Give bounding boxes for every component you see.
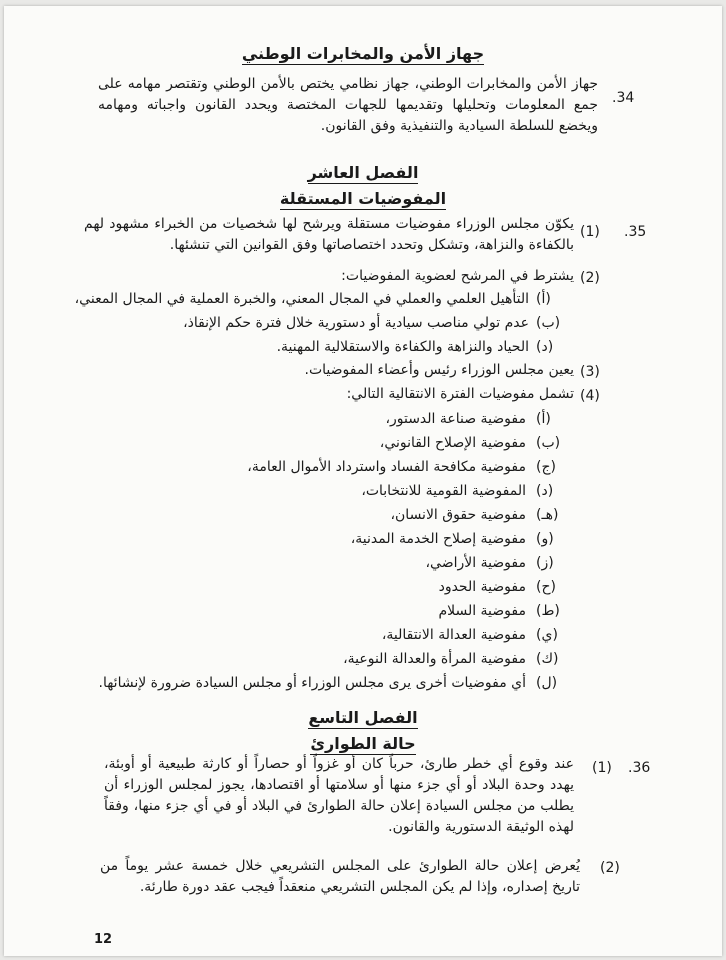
commission-item-text: مفوضية الإصلاح القانوني، (379, 435, 526, 451)
chapter-nine-heading: الفصل التاسع (308, 708, 418, 727)
emergency-clause-1-text: عند وقوع أي خطر طارئ، حرباً كان أو غزواً أو حصاراً أو كارثة طبيعية أو أوبئة، يهدد وحدة البلاد أو أي جزء منها أو سلامتها أو اقتصادها، يجوز لمجلس الوزراء أن يطلب من مجلس السيادة إعلان حالة الطوارئ في البلاد أو في أي جزء منها، وفقاً لهذه الوثيقة الدستورية والقانون. (104, 756, 574, 835)
commission-item-text: مفوضية العدالة الانتقالية، (381, 627, 526, 643)
commission-item-text: مفوضية حقوق الانسان، (390, 507, 526, 523)
commission-item-text: مفوضية صناعة الدستور، (385, 411, 526, 427)
commission-item-letter: (ي) (536, 627, 558, 643)
commission-item-letter: (د) (536, 483, 554, 499)
clause-2-item-letter: (أ) (536, 291, 551, 307)
commission-item-text: مفوضية الأراضي، (425, 555, 526, 571)
commission-item-text: مفوضية إصلاح الخدمة المدنية، (350, 531, 526, 547)
commission-item-letter: (ج) (536, 459, 556, 475)
commission-item-letter: (ز) (536, 555, 554, 571)
clause-4-number: (4) (580, 388, 600, 404)
commission-item-letter: (ب) (536, 435, 561, 451)
article-number-36: .36 (628, 760, 651, 776)
commission-item-letter: (أ) (536, 411, 551, 427)
commission-item-letter: (ك) (536, 651, 559, 667)
emergency-clause-1-number: (1) (592, 760, 612, 776)
commission-item-letter: (و) (536, 531, 554, 547)
clause-3-number: (3) (580, 364, 600, 380)
document-page (4, 6, 722, 956)
article-34-text: جهاز الأمن والمخابرات الوطني، جهاز نظامي يختص بالأمن الوطني وتقتصر مهامه على جمع المعلومات وتحليلها وتقديمها للجهات المختصة ويحدد القانون واجباته ومهامه ويخضع للسلطة السيادية والتنفيذية وفق القانون. (98, 76, 598, 134)
section-heading-security: جهاز الأمن والمخابرات الوطني (241, 44, 485, 63)
clause-2-item-text: التأهيل العلمي والعملي في المجال المعني، والخبرة العملية في المجال المعني، (74, 291, 529, 307)
clause-2-text: يشترط في المرشح لعضوية المفوضيات: (341, 268, 574, 284)
clause-2-item-letter: (ب) (536, 315, 561, 331)
emergency-clause-2-number: (2) (600, 860, 620, 876)
chapter-ten-heading: الفصل العاشر (307, 163, 419, 182)
commission-item-letter: (هـ) (536, 507, 559, 523)
commission-item-letter: (ط) (536, 603, 560, 619)
article-number-34: .34 (612, 90, 635, 106)
clause-3-text: يعين مجلس الوزراء رئيس وأعضاء المفوضيات. (304, 362, 574, 378)
clause-2-item-text: عدم تولي مناصب سيادية أو دستورية خلال فترة حكم الإنقاذ، (183, 315, 529, 331)
clause-2-item-letter: (د) (536, 339, 554, 355)
clause-1-number: (1) (580, 224, 600, 240)
clause-2-item-text: الحياد والنزاهة والكفاءة والاستقلالية المهنية. (276, 339, 529, 355)
commission-item-text: مفوضية السلام (438, 603, 526, 619)
clause-4-text: تشمل مفوضيات الفترة الانتقالية التالي: (346, 386, 574, 402)
commission-item-text: مفوضية المرأة والعدالة النوعية، (343, 651, 526, 667)
section-heading-commissions: المفوضيات المستقلة (279, 189, 447, 208)
clause-2-number: (2) (580, 270, 600, 286)
clause-1-text: يكوّن مجلس الوزراء مفوضيات مستقلة ويرشح لها شخصيات من الخبراء مشهود لهم بالكفاءة والنزاهة، وتشكل وتحدد اختصاصاتها وفق القوانين التي تنشئها. (84, 216, 574, 253)
commission-item-text: أي مفوضيات أخرى يرى مجلس الوزراء أو مجلس السيادة ضرورة لإنشائها. (98, 675, 526, 691)
commission-item-text: مفوضية الحدود (438, 579, 526, 595)
commission-item-text: المفوضية القومية للانتخابات، (361, 483, 526, 499)
commission-item-letter: (ل) (536, 675, 558, 691)
commission-item-letter: (ح) (536, 579, 556, 595)
section-heading-emergency: حالة الطوارئ (310, 734, 416, 753)
article-number-35: .35 (624, 224, 647, 240)
commission-item-text: مفوضية مكافحة الفساد واسترداد الأموال العامة، (247, 459, 526, 475)
emergency-clause-2-text: يُعرض إعلان حالة الطوارئ على المجلس التشريعي خلال خمسة عشر يوماً من تاريخ إصداره، وإذا لم يكن المجلس التشريعي منعقداً فيجب عقد دورة طارئة. (100, 858, 580, 895)
page-number: 12 (94, 932, 113, 947)
